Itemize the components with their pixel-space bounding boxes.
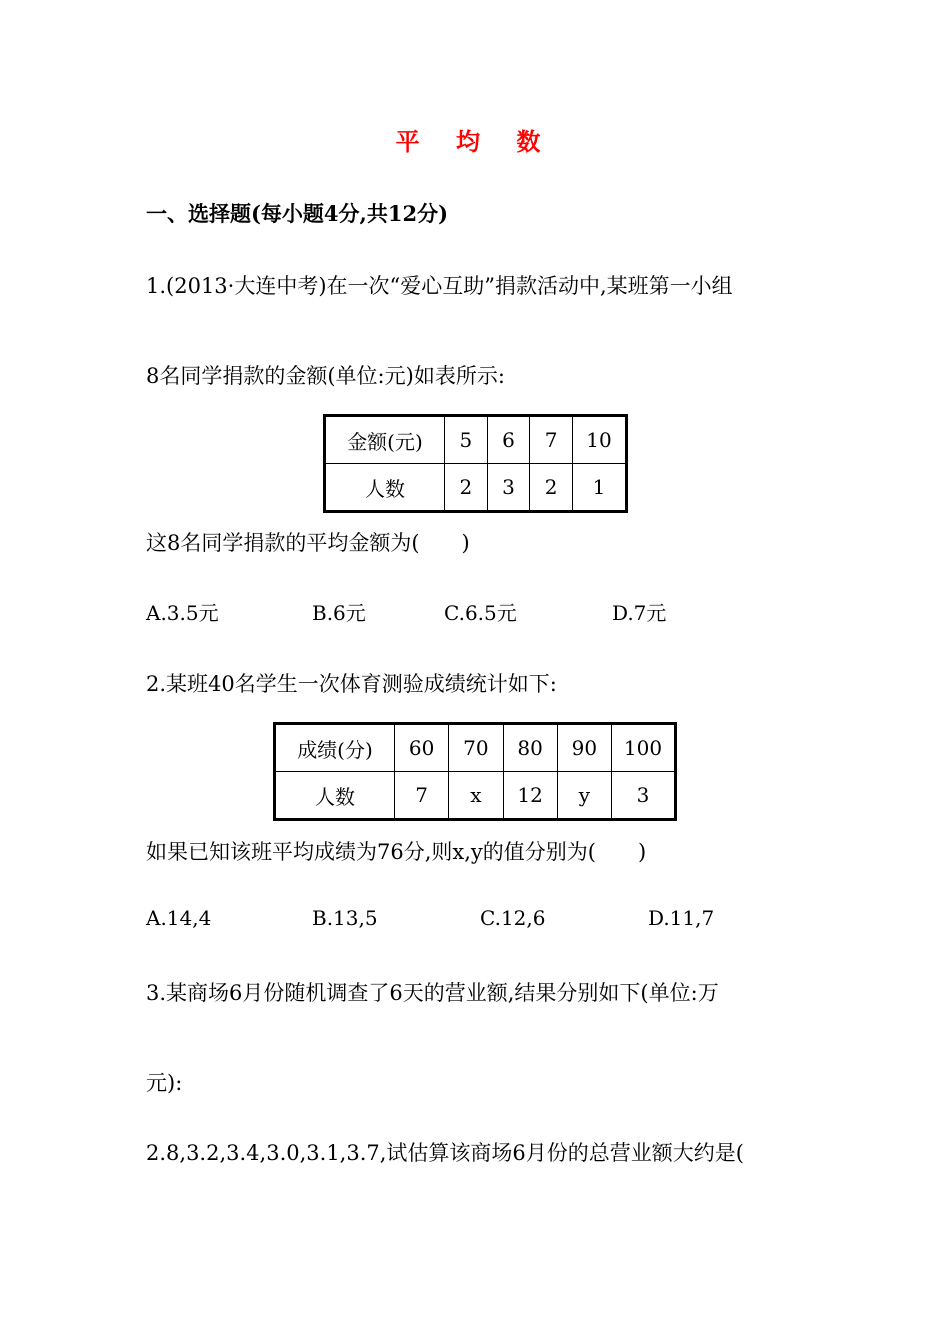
q1-table — [323, 414, 628, 513]
q2-option-b: B.13,5 — [312, 906, 378, 930]
q2-option-c: C.12,6 — [480, 906, 546, 930]
table-row — [325, 464, 627, 512]
table-cell: 2 — [445, 464, 488, 512]
section-heading: 一、选择题(每小题4分,共12分) — [146, 201, 449, 226]
q1-text-line1: 1.(2013·大连中考)在一次“爱心互助”捐款活动中,某班第一小组 — [146, 274, 733, 298]
table-cell: 60 — [395, 724, 449, 772]
q1-option-d: D.7元 — [612, 601, 667, 625]
table-cell: 1 — [573, 464, 627, 512]
q1-option-a: A.3.5元 — [146, 601, 219, 625]
q2-table — [273, 722, 677, 821]
q3-text-line2: 元): — [146, 1071, 183, 1095]
table-cell: 12 — [503, 772, 557, 820]
q1-option-b: B.6元 — [312, 601, 366, 625]
table-row — [275, 724, 676, 772]
table-cell: 70 — [449, 724, 503, 772]
table-row — [325, 416, 627, 464]
q3-text-line1: 3.某商场6月份随机调查了6天的营业额,结果分别如下(单位:万 — [146, 981, 719, 1005]
q1-question: 这8名同学捐款的平均金额为( ) — [146, 531, 470, 555]
table-cell: x — [449, 772, 503, 820]
table-cell: y — [557, 772, 611, 820]
table-cell: 90 — [557, 724, 611, 772]
q1-text-line2: 8名同学捐款的金额(单位:元)如表所示: — [146, 364, 505, 388]
q2-text-line1: 2.某班40名学生一次体育测验成绩统计如下: — [146, 672, 557, 696]
q2-question: 如果已知该班平均成绩为76分,则x,y的值分别为( ) — [146, 840, 647, 864]
q3-text-line3: 2.8,3.2,3.4,3.0,3.1,3.7,试估算该商场6月份的总营业额大约是( — [146, 1141, 744, 1165]
table-row-label: 人数 — [325, 464, 445, 512]
table-header-label: 金额(元) — [325, 416, 445, 464]
table-cell: 2 — [530, 464, 573, 512]
table-cell: 100 — [612, 724, 676, 772]
table-cell: 7 — [530, 416, 573, 464]
q1-option-c: C.6.5元 — [444, 601, 517, 625]
table-cell: 5 — [445, 416, 488, 464]
table-header-label: 成绩(分) — [275, 724, 395, 772]
table-cell: 6 — [487, 416, 530, 464]
q2-option-d: D.11,7 — [648, 906, 715, 930]
table-cell: 10 — [573, 416, 627, 464]
table-cell: 3 — [612, 772, 676, 820]
q2-option-a: A.14,4 — [146, 906, 212, 930]
table-cell: 80 — [503, 724, 557, 772]
table-row — [275, 772, 676, 820]
table-cell: 3 — [487, 464, 530, 512]
page-title: 平 均 数 — [395, 127, 555, 156]
table-row-label: 人数 — [275, 772, 395, 820]
table-cell: 7 — [395, 772, 449, 820]
